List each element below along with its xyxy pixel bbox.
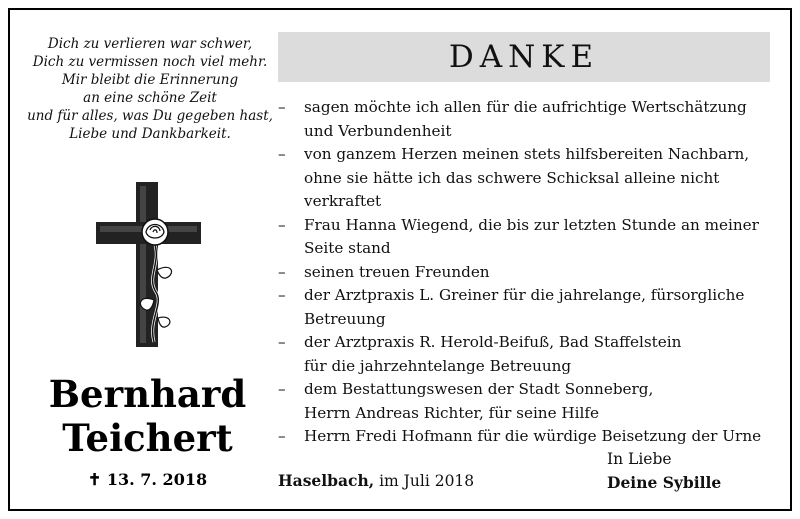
list-item-text: dem Bestattungswesen der Stadt Sonneberg, Herrn Andreas Richter, für seine Hilfe bbox=[304, 380, 654, 422]
list-item bbox=[278, 378, 778, 425]
poem-line: Dich zu verlieren war schwer, bbox=[47, 36, 253, 52]
dash-bullet: – bbox=[278, 286, 286, 304]
first-name: Bernhard bbox=[48, 372, 247, 416]
heading-bar bbox=[278, 32, 770, 82]
poem bbox=[20, 35, 280, 143]
dash-bullet: – bbox=[278, 145, 286, 163]
poem-line: an eine schöne Zeit bbox=[83, 90, 217, 106]
dash-bullet: – bbox=[278, 262, 286, 281]
thanks-list bbox=[278, 96, 778, 449]
place: Haselbach, bbox=[278, 471, 375, 490]
dash-bullet: – bbox=[278, 380, 286, 398]
deceased-name bbox=[20, 372, 275, 460]
obituary-card bbox=[8, 8, 792, 511]
list-item bbox=[278, 96, 778, 143]
date: im Juli 2018 bbox=[379, 472, 475, 490]
list-item bbox=[278, 261, 778, 285]
list-item bbox=[278, 143, 778, 214]
death-date: 13. 7. 2018 bbox=[106, 470, 208, 489]
death-date-line bbox=[20, 470, 275, 489]
dash-bullet: – bbox=[278, 98, 286, 116]
list-item-text: der Arztpraxis L. Greiner für die jahrelange, fürsorgliche Betreuung bbox=[304, 286, 745, 328]
list-item-text: Herrn Fredi Hofmann für die würdige Beisetzung der Urne bbox=[304, 427, 762, 445]
dash-bullet: – bbox=[278, 215, 286, 234]
list-item-text: seinen treuen Freunden bbox=[304, 262, 490, 281]
list-item-text: Frau Hanna Wiegend, die bis zur letzten Stunde an meiner Seite stand bbox=[304, 215, 759, 257]
poem-line: Dich zu vermissen noch viel mehr. bbox=[32, 54, 268, 70]
dash-bullet: – bbox=[278, 427, 286, 445]
dash-bullet: – bbox=[278, 333, 286, 351]
poem-line: Liebe und Dankbarkeit. bbox=[69, 126, 231, 142]
cross-with-rose-icon bbox=[96, 182, 201, 347]
closing-phrase: In Liebe bbox=[607, 450, 672, 468]
poem-line: Mir bleibt die Erinnerung bbox=[61, 72, 239, 88]
list-item bbox=[278, 214, 778, 261]
death-cross-icon: ✝ bbox=[87, 470, 102, 489]
list-item-text: von ganzem Herzen meinen stets hilfsbereiten Nachbarn, ohne sie hätte ich das schwere Schicksal alleine nicht verkraftet bbox=[304, 145, 750, 210]
list-item bbox=[278, 284, 778, 331]
list-item-text: sagen möchte ich allen für die aufrichtige Wertschätzung und Verbundenheit bbox=[304, 98, 747, 140]
closing-block bbox=[607, 447, 721, 495]
poem-line: und für alles, was Du gegeben hast, bbox=[27, 108, 273, 124]
heading: DANKE bbox=[448, 39, 600, 75]
place-date bbox=[278, 471, 474, 490]
last-name: Teichert bbox=[62, 416, 233, 460]
list-item bbox=[278, 331, 778, 378]
list-item bbox=[278, 425, 778, 449]
signature: Deine Sybille bbox=[607, 473, 722, 492]
list-item-text: der Arztpraxis R. Herold-Beifuß, Bad Staffelstein für die jahrzehntelange Betreuung bbox=[304, 333, 682, 375]
